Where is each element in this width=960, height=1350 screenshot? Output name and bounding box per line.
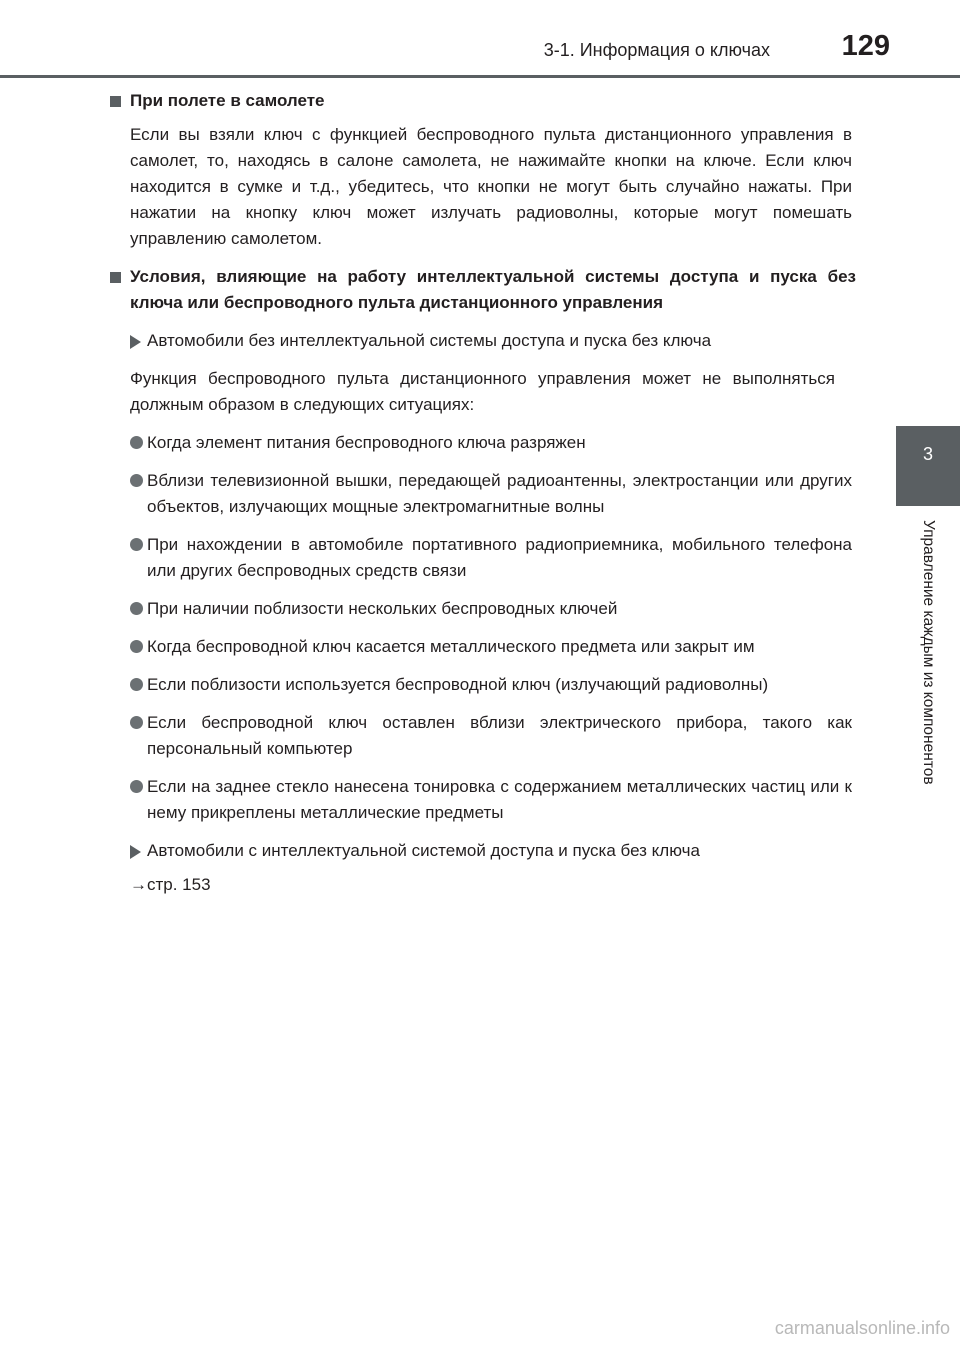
list-item-text: При нахождении в автомобиле портативного радиоприемника, мобильного телефона или других беспроводных средств связи	[147, 535, 852, 580]
square-bullet-icon	[110, 272, 121, 283]
list-item-text: Когда беспроводной ключ касается металлического предмета или закрыт им	[147, 637, 755, 656]
page-reference-link[interactable]: →стр. 153	[130, 875, 211, 894]
round-bullet-icon	[130, 780, 143, 793]
running-header-section: 3-1. Информация о ключах	[543, 40, 770, 60]
list-item-text: Вблизи телевизионной вышки, передающей радиоантенны, электростанции или других объектов, излучающих мощные электромагнитные волны	[147, 471, 852, 516]
list-item	[130, 710, 852, 762]
list-item-text: При наличии поблизости нескольких беспроводных ключей	[147, 599, 618, 618]
list-item	[130, 774, 852, 826]
section-heading-text: При полете в самолете	[130, 91, 325, 110]
list-item	[130, 430, 852, 456]
list-item	[130, 634, 852, 660]
chapter-number: 3	[922, 444, 933, 464]
section-heading-text: Условия, влияющие на работу интеллектуальной системы доступа и пуска без ключа или беспроводного пульта дистанционного управления	[130, 267, 856, 312]
watermark-text: carmanualsonline.info	[774, 1318, 950, 1338]
square-bullet-icon	[110, 96, 121, 107]
paragraph: Если вы взяли ключ с функцией беспроводного пульта дистанционного управления в самолет, то, находясь в салоне самолета, не нажимайте кнопки на ключе. Если ключ находится в сумке и т.д., убедитесь, что кнопки не могут быть случайно нажаты. При нажатии на кнопку ключ может излучать радиоволны, которые могут помешать управлению самолетом.	[130, 125, 852, 248]
list-item	[130, 672, 852, 698]
list-item-text: Когда элемент питания беспроводного ключа разряжен	[147, 433, 586, 452]
section-heading	[110, 88, 856, 114]
section-heading	[110, 264, 856, 316]
chapter-tab	[896, 426, 960, 506]
list-item	[130, 468, 852, 520]
list-item	[130, 532, 852, 584]
round-bullet-icon	[130, 716, 143, 729]
subsection-title-text: Автомобили с интеллектуальной системой доступа и пуска без ключа	[147, 841, 700, 860]
round-bullet-icon	[130, 436, 143, 449]
round-bullet-icon	[130, 640, 143, 653]
list-item	[130, 596, 852, 622]
round-bullet-icon	[130, 538, 143, 551]
subsection-title	[130, 838, 852, 864]
page-content	[0, 88, 896, 898]
page-number: 129	[841, 30, 890, 62]
round-bullet-icon	[130, 678, 143, 691]
list-item-text: Если поблизости используется беспроводной ключ (излучающий радиоволны)	[147, 675, 769, 694]
subsection-title	[130, 328, 852, 354]
triangle-arrow-icon	[130, 335, 141, 349]
round-bullet-icon	[130, 602, 143, 615]
chapter-title: Управление каждым из компонентов	[920, 520, 937, 785]
list-item-text: Если беспроводной ключ оставлен вблизи электрического прибора, такого как персональный компьютер	[147, 713, 852, 758]
list-item-text: Если на заднее стекло нанесена тонировка с содержанием металлических частиц или к нему прикреплены металлические предметы	[147, 777, 852, 822]
paragraph: Функция беспроводного пульта дистанционного управления может не выполняться должным образом в следующих ситуациях:	[130, 369, 835, 414]
subsection-title-text: Автомобили без интеллектуальной системы доступа и пуска без ключа	[147, 331, 712, 350]
triangle-arrow-icon	[130, 845, 141, 859]
round-bullet-icon	[130, 474, 143, 487]
header-rule	[0, 75, 960, 78]
